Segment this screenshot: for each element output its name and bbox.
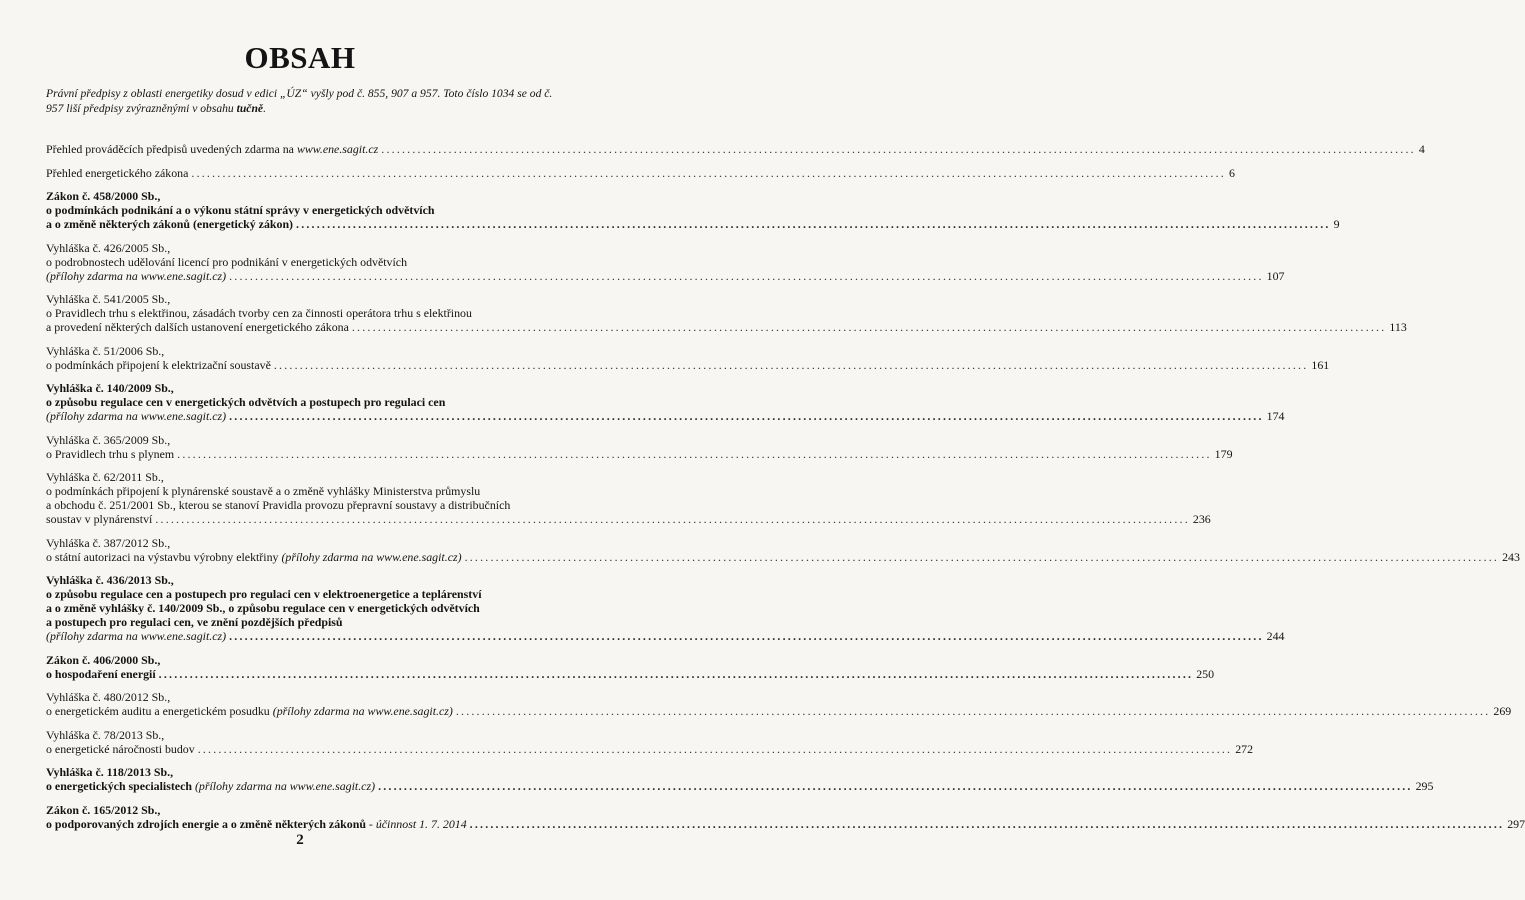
- toc-entry-page: 236: [1192, 512, 1211, 526]
- toc-entry-segment: o energetickém auditu a energetickém posudku: [46, 704, 273, 718]
- toc-entry-segment: o podporovaných zdrojích energie a o změně některých zákonů: [46, 816, 369, 831]
- toc-entry-last-line: [46, 741, 1254, 756]
- toc-entry-text: [46, 742, 195, 756]
- toc-entry-page: 250: [1196, 666, 1215, 681]
- toc-entry-segment: o Pravidlech trhu s plynem: [46, 446, 175, 461]
- dot-leader: ........................................................................................................................................................................................................: [381, 142, 1416, 156]
- toc-entry-last-line: [46, 165, 1235, 180]
- toc-entry-line: Zákon č. 165/2012 Sb.,: [46, 802, 161, 817]
- toc-entry-last-line: [46, 816, 1525, 831]
- toc-entry-line: o způsobu regulace cen v energetických odvětvích a postupech pro regulaci cen: [46, 395, 446, 409]
- dot-leader: ........................................................................................................................................................................................................: [455, 704, 1491, 718]
- dot-leader: ........................................................................................................................................................................................................: [177, 446, 1212, 461]
- toc-entry-line: Vyhláška č. 480/2012 Sb.,: [46, 690, 171, 704]
- toc-entry-page: 113: [1389, 320, 1407, 334]
- toc-entry-text: [46, 550, 462, 564]
- toc-entry-segment: o státní autorizaci na výstavbu výrobny elektřiny: [46, 549, 282, 564]
- toc-entry-text: [46, 512, 152, 526]
- toc-entry-line: Vyhláška č. 365/2009 Sb.,: [46, 432, 171, 447]
- intro-end: .: [263, 102, 266, 115]
- toc-entry-segment: o energetické náročnosti budov: [46, 741, 195, 756]
- toc-entry-last-line: [46, 357, 1330, 372]
- toc-entry-text: [46, 166, 188, 180]
- toc-entry-last-line: [46, 409, 1285, 423]
- toc-entry-last-line: [46, 142, 1425, 156]
- toc-entry-line: Vyhláška č. 62/2011 Sb.,: [46, 470, 164, 484]
- dot-leader: ........................................................................................................................................................................................................: [469, 816, 1505, 831]
- toc-entry-page: 244: [1266, 629, 1285, 643]
- toc-entry-segment: soustav v plynárenství: [46, 512, 153, 526]
- toc-entry-page: 179: [1214, 446, 1233, 461]
- toc-entry-note: (přílohy zdarma na www.ene.sagit.cz): [46, 629, 227, 643]
- dot-leader: ........................................................................................................................................................................................................: [197, 741, 1233, 756]
- toc-entry-line: Vyhláška č. 140/2009 Sb.,: [46, 381, 174, 395]
- toc-entry-segment: a provedení některých dalších ustanovení energetického zákona: [46, 320, 349, 334]
- toc-entry: [46, 690, 1512, 718]
- toc-entry-note: (přílohy zdarma na www.ene.sagit.cz): [272, 704, 453, 718]
- toc-entry-segment: o hospodaření energií: [46, 666, 156, 681]
- toc-entry-page: 9: [1333, 217, 1340, 231]
- toc-entry-last-line: [46, 268, 1285, 283]
- dot-leader: ........................................................................................................................................................................................................: [229, 629, 1264, 643]
- toc-entry: [46, 292, 1407, 334]
- toc-entry-line: Vyhláška č. 426/2005 Sb.,: [46, 240, 171, 255]
- toc-entry-line: Zákon č. 406/2000 Sb.,: [46, 652, 161, 667]
- toc-entry-page: 107: [1266, 268, 1285, 283]
- toc-entry-note: (přílohy zdarma na www.ene.sagit.cz): [281, 549, 462, 564]
- toc-entry-text: [46, 409, 226, 423]
- toc-entry-page: 161: [1311, 357, 1330, 372]
- toc-entry-page: 4: [1418, 142, 1425, 156]
- intro-text: Právní předpisy z oblasti energetiky dosud v edici „ÚZ“ vyšly pod č. 855, 907 a 957. Toto číslo 1034 se od č. 957 liší předpisy zvýrazněnými v obsahu: [46, 87, 553, 115]
- toc-entry: [46, 189, 1340, 231]
- toc-entry-page: 174: [1266, 409, 1285, 423]
- toc-entry-line: Vyhláška č. 436/2013 Sb.,: [46, 573, 174, 587]
- toc-entry-last-line: [46, 704, 1512, 718]
- page-number: 2: [296, 832, 304, 848]
- toc-entry-text: [46, 217, 293, 231]
- toc-entry-segment: Přehled energetického zákona: [46, 165, 189, 180]
- page-title: OBSAH: [244, 40, 356, 75]
- toc-entry-last-line: [46, 779, 1434, 793]
- toc-entry: [46, 727, 1254, 756]
- toc-entry-last-line: [46, 666, 1215, 681]
- toc-entry-text: [46, 320, 349, 334]
- dot-leader: ........................................................................................................................................................................................................: [229, 409, 1264, 423]
- toc-entry-line: a postupech pro regulaci cen, ve znění pozdějších předpisů: [46, 615, 343, 629]
- toc-entry-text: [46, 358, 271, 372]
- toc-entry-last-line: [46, 320, 1407, 334]
- toc-entry-page: 243: [1502, 549, 1520, 564]
- toc-entry-line: o podrobnostech udělování licencí pro podnikání v energetických odvětvích: [46, 254, 408, 269]
- toc-entry-note: (přílohy zdarma na www.ene.sagit.cz): [194, 779, 376, 793]
- dot-leader: ........................................................................................................................................................................................................: [351, 320, 1387, 334]
- toc-entry-line: Vyhláška č. 118/2013 Sb.,: [46, 765, 174, 779]
- toc-entry-text: [46, 779, 375, 793]
- dot-leader: ........................................................................................................................................................................................................: [273, 357, 1309, 372]
- toc-entry: [46, 343, 1330, 372]
- toc-entry-text: [46, 447, 174, 461]
- toc-entry-note: - účinnost 1. 7. 2014: [368, 816, 467, 831]
- toc-entry-line: Vyhláška č. 51/2006 Sb.,: [46, 343, 165, 358]
- toc-entry-segment: o energetických specialistech: [46, 779, 195, 793]
- dot-leader: ........................................................................................................................................................................................................: [378, 779, 1413, 793]
- toc-entry-line: o Pravidlech trhu s elektřinou, zásadách tvorby cen za činnosti operátora trhu s elektřinou: [46, 306, 472, 320]
- dot-leader: ........................................................................................................................................................................................................: [229, 268, 1264, 283]
- toc-entry-note: (přílohy zdarma na www.ene.sagit.cz): [46, 409, 227, 423]
- toc-entry-line: Vyhláška č. 387/2012 Sb.,: [46, 535, 171, 550]
- toc-entry: [46, 381, 1285, 423]
- toc-entry: [46, 240, 1285, 283]
- toc-entry-note: (přílohy zdarma na www.ene.sagit.cz): [46, 268, 227, 283]
- toc-entry-last-line: [46, 549, 1520, 564]
- toc-entry: [46, 535, 1520, 564]
- toc-entry-line: Vyhláška č. 541/2005 Sb.,: [46, 292, 171, 306]
- toc-entry-segment: o podmínkách připojení k elektrizační soustavě: [46, 357, 271, 372]
- toc-entry-page: 297: [1507, 816, 1525, 831]
- toc-entry-note: www.ene.sagit.cz: [296, 142, 379, 156]
- toc-entry: [46, 652, 1215, 681]
- toc-entry-last-line: [46, 217, 1340, 231]
- toc-entry: [46, 802, 1525, 831]
- toc-entry-last-line: [46, 512, 1211, 526]
- toc-entry-text: [46, 817, 467, 831]
- dot-leader: ........................................................................................................................................................................................................: [191, 165, 1226, 180]
- table-of-contents: [46, 142, 1525, 840]
- toc-entry: [46, 470, 1211, 526]
- toc-entry: [46, 165, 1235, 180]
- toc-entry-line: o způsobu regulace cen a postupech pro regulaci cen v elektroenergetice a teplárenství: [46, 587, 482, 601]
- intro-paragraph: [46, 86, 564, 116]
- toc-entry: [46, 142, 1425, 156]
- toc-entry-line: a obchodu č. 251/2001 Sb., kterou se stanoví Pravidla provozu přepravní soustavy a distribučních: [46, 498, 511, 512]
- toc-entry-segment: a o změně některých zákonů (energetický zákon): [46, 217, 294, 231]
- toc-entry-line: o podmínkách podnikání a o výkonu státní správy v energetických odvětvích: [46, 203, 435, 217]
- intro-bold-word: tučně: [236, 102, 264, 115]
- toc-entry-text: [46, 704, 453, 718]
- dot-leader: ........................................................................................................................................................................................................: [158, 666, 1194, 681]
- toc-entry: [46, 765, 1434, 793]
- toc-entry-line: Zákon č. 458/2000 Sb.,: [46, 189, 161, 203]
- toc-entry-page: 6: [1228, 165, 1235, 180]
- toc-entry-line: Vyhláška č. 78/2013 Sb.,: [46, 727, 165, 742]
- toc-entry: [46, 573, 1285, 643]
- toc-entry-page: 272: [1235, 741, 1254, 756]
- toc-entry-page: 269: [1493, 704, 1512, 718]
- toc-entry-text: [46, 269, 226, 283]
- toc-entry-last-line: [46, 446, 1233, 461]
- toc-entry-last-line: [46, 629, 1285, 643]
- toc-entry-text: [46, 142, 378, 156]
- toc-entry-line: o podmínkách připojení k plynárenské soustavě a o změně vyhlášky Ministerstva průmyslu: [46, 484, 481, 498]
- dot-leader: ........................................................................................................................................................................................................: [155, 512, 1190, 526]
- toc-entry: [46, 432, 1233, 461]
- dot-leader: ........................................................................................................................................................................................................: [464, 549, 1500, 564]
- toc-entry-page: 295: [1415, 779, 1434, 793]
- toc-entry-text: [46, 629, 226, 643]
- toc-entry-line: a o změně vyhlášky č. 140/2009 Sb., o způsobu regulace cen v energetických odvětvích: [46, 601, 480, 615]
- toc-entry-segment: Přehled prováděcích předpisů uvedených zdarma na: [46, 142, 297, 156]
- toc-entry-text: [46, 667, 156, 681]
- dot-leader: ........................................................................................................................................................................................................: [296, 217, 1331, 231]
